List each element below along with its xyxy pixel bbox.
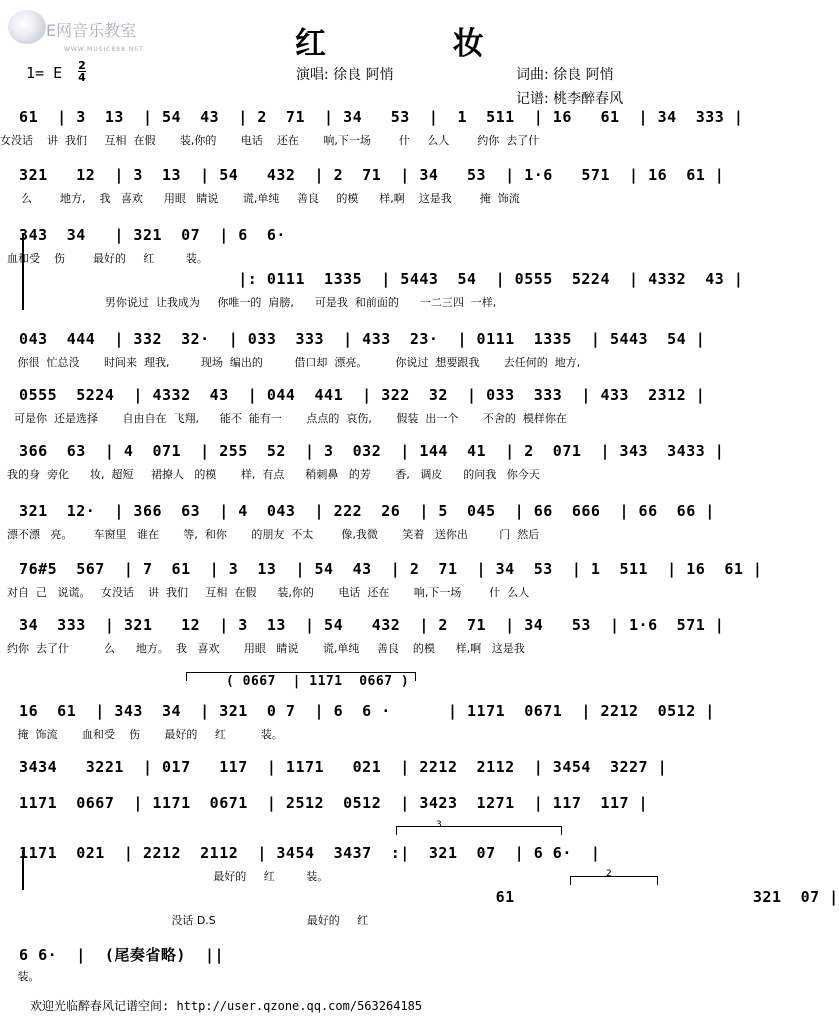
score-row — [0, 330, 706, 386]
notes-line: 321 12· | 366 63 | 4 043 | 222 26 | 5 045 | 66 666 | 66 66 | — [0, 502, 715, 520]
lyrics-line: 约你 去了什 么 地方。 我 喜欢 用眼 睛说 谎,单纯 善良 的模 样,啊 这是我 — [0, 642, 525, 655]
intro-box-notes: ( 0667 | 1171 0667 ) — [226, 674, 410, 689]
lyrics-line: 可是你 还是选择 自由自在 飞翔, 能不 能有一 点点的 哀伤, 假装 出一个 不舍的 模样你在 — [0, 412, 567, 425]
lyrics-line: 没话 D.S 最好的 红 — [0, 914, 369, 927]
score-row — [0, 944, 695, 1000]
volta-3-label: 2 — [606, 869, 612, 879]
site-logo — [4, 8, 194, 53]
score-row — [0, 442, 725, 498]
repeat-brace — [22, 234, 27, 310]
song-title: 红 妆 — [295, 26, 542, 62]
notes-line: 61 | 3 13 | 54 43 | 2 71 | 34 53 | 1 511 | 16 61 | 34 333 | — [0, 108, 744, 126]
notes-line: 366 63 | 4 071 | 255 52 | 3 032 | 144 41 | 2 071 | 343 3433 | — [0, 442, 725, 460]
transcriber-credit: 记谱: 桃李醉春风 — [516, 91, 624, 107]
notes-line: 1171 0667 | 1171 0671 | 2512 0512 | 3423 1271 | 117 117 | — [0, 794, 649, 812]
score-row — [0, 702, 715, 758]
notes-line: 16 61 | 343 34 | 321 0 7 | 6 6 · | 1171 0671 | 2212 0512 | — [0, 702, 715, 720]
notes-line: |: 0111 1335 | 5443 54 | 0555 5224 | 4332 43 | — [0, 270, 744, 288]
score-row — [0, 108, 744, 164]
time-denominator: 4 — [78, 71, 86, 84]
lyrics-line: 女没话 讲 我们 互相 在假 装,你的 电话 还在 响,下一场 什 么人 约你 去了什 — [0, 134, 540, 147]
key-signature: 1= E — [26, 64, 63, 82]
time-signature — [78, 60, 86, 83]
score-row — [0, 270, 744, 326]
singer-credit: 演唱: 徐良 阿悄 — [296, 67, 394, 83]
time-numerator: 2 — [78, 59, 86, 72]
lyrics-line: 掩 饰流 血和受 伤 最好的 红 装。 — [0, 728, 283, 741]
notes-line: 3434 3221 | 017 117 | 1171 021 | 2212 2112 | 3454 3227 | — [0, 758, 668, 776]
volta-3-bracket — [570, 876, 658, 885]
notes-line: 61 321 07 | — [0, 888, 839, 906]
lyrics-line: 装。 — [0, 970, 40, 983]
notes-line: 321 12 | 3 13 | 54 432 | 2 71 | 34 53 | 1·6 571 | 16 61 | — [0, 166, 725, 184]
score-row — [0, 560, 763, 616]
notes-line: 343 34 | 321 07 | 6 6· — [0, 226, 286, 244]
site-name: E网音乐教室 — [46, 21, 137, 40]
repeat-brace — [22, 850, 27, 890]
lyrics-line: 我的身 旁化 妆, 超短 裙撩人 的模 样, 有点 稍刺鼻 的芳 香, 调皮 的问我 你今天 — [0, 468, 540, 481]
score-row — [0, 386, 706, 442]
score-row — [0, 502, 715, 558]
lyrics-line: 男你说过 让我成为 你唯一的 肩膀, 可是我 和前面的 一二三四 一样, — [0, 296, 497, 309]
notes-line: 6 6· | (尾奏省略) || — [0, 946, 225, 964]
notes-line: 76#5 567 | 7 61 | 3 13 | 54 43 | 2 71 | 34 53 | 1 511 | 16 61 | — [0, 560, 763, 578]
notes-line: 043 444 | 332 32· | 033 333 | 433 23· | 0111 1335 | 5443 54 | — [0, 330, 706, 348]
lyrics-line: 最好的 红 装。 — [0, 870, 329, 883]
score-row — [0, 888, 839, 944]
lyrics-line: 漂不漂 亮。 车窗里 谁在 等, 和你 的朋友 不太 像,我微 笑着 送你出 门 然后 — [0, 528, 540, 541]
volta-2-bracket — [396, 826, 562, 835]
notes-line: 0555 5224 | 4332 43 | 044 441 | 322 32 | 033 333 | 433 2312 | — [0, 386, 706, 404]
site-url: WWW.MUSIC888.NET — [64, 46, 144, 53]
lyrics-line: 么 地方, 我 喜欢 用眼 睛说 谎,单纯 善良 的模 样,啊 这是我 掩 饰流 — [0, 192, 520, 205]
logo-flower-icon — [8, 10, 46, 44]
lyrics-line: 对自 己 说谎。 女没话 讲 我们 互相 在假 装,你的 电话 还在 响,下一场 什 么人 — [0, 586, 530, 599]
lyrics-line: 血和受 伤 最好的 红 装。 — [0, 252, 208, 265]
score-row — [0, 616, 725, 672]
writer-credit: 词曲: 徐良 阿悄 — [516, 67, 614, 83]
volta-2-label: 3 — [436, 820, 442, 830]
notes-line: 34 333 | 321 12 | 3 13 | 54 432 | 2 71 | 34 53 | 1·6 571 | — [0, 616, 725, 634]
score-row — [0, 794, 695, 850]
score-row — [0, 166, 725, 222]
notes-line: 1171 021 | 2212 2112 | 3454 3437 :| 321 07 | 6 6· | — [0, 844, 601, 862]
lyrics-line: 你很 忙总没 时间来 理我, 现场 编出的 借口却 漂亮。 你说过 想要跟我 去任何的 地方, — [0, 356, 581, 369]
footer-link[interactable]: 欢迎光临醉春风记谱空间: http://user.qzone.qq.com/563264185 — [30, 999, 423, 1013]
